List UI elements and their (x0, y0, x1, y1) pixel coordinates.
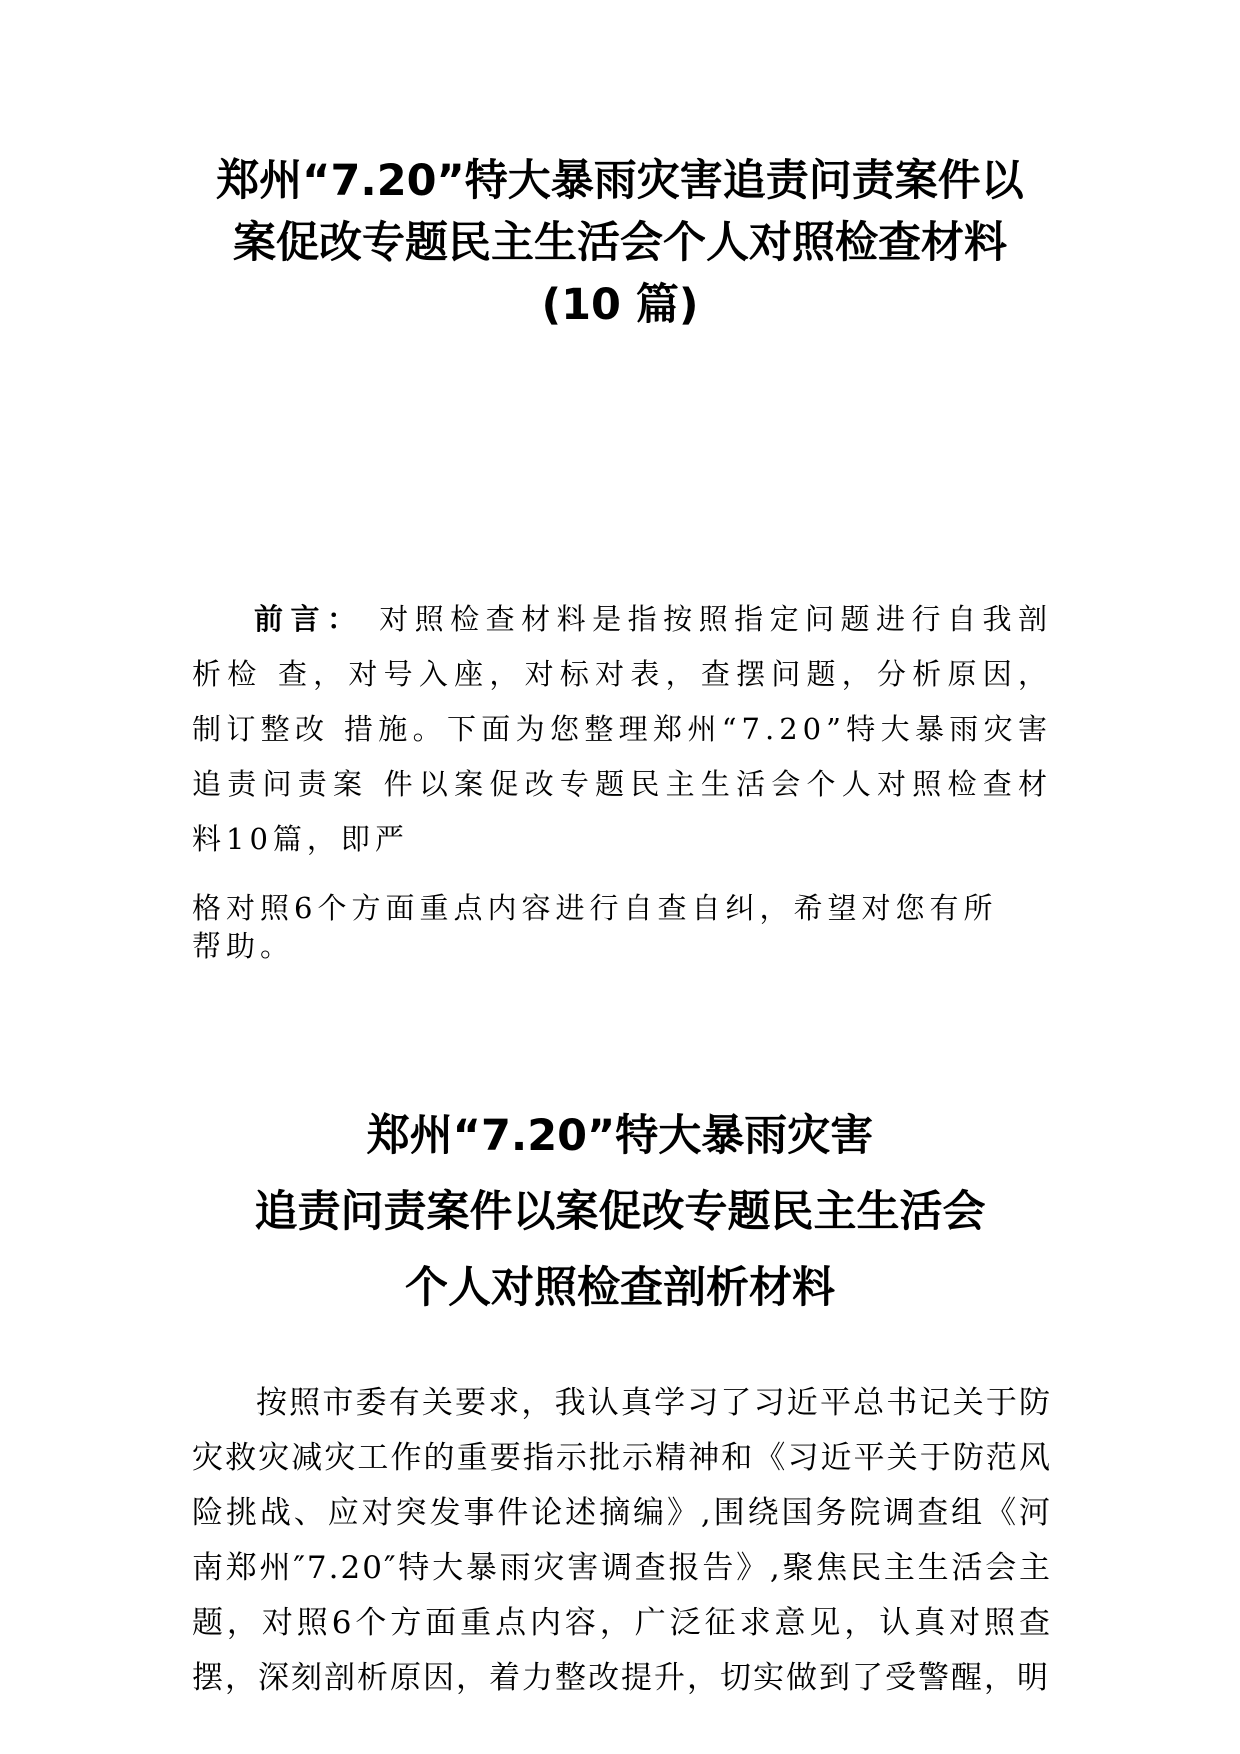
document-title-line-1: 郑州“7.20”特大暴雨灾害追责问责案件以 (216, 156, 1024, 206)
preface-label: 前言： (254, 602, 364, 636)
section-title (150, 1098, 1090, 1326)
section-title-line-1: 郑州“7.20”特大暴雨灾害 (366, 1111, 874, 1161)
preface-continuation: 格对照6个方面重点内容进行自查自纠，希望对您有所帮助。 (192, 891, 998, 963)
preface-paragraph (192, 592, 1052, 867)
section-title-line-2: 追责问责案件以案促改专题民主生活会 (254, 1187, 986, 1237)
preface-text: 对照检查材料是指按照指定问题进行自我剖析检 查，对号入座，对标对表，查摆问题，分析原因，制订整改 措施。下面为您整理郑州“7.20”特大暴雨灾害追责问责案 件以案促改专题民主生活会个人对照检查材料10篇，即严 (192, 602, 1052, 856)
preface (192, 592, 1052, 965)
document-title-line-3: (10 篇) (541, 280, 699, 330)
document-title-line-2: 案促改专题民主生活会个人对照检查材料 (233, 218, 1007, 268)
body-paragraph: 按照市委有关要求，我认真学习了习近平总书记关于防灾救灾减灾工作的重要指示批示精神和《习近平关于防范风险挑战、应对突发事件论述摘编》,围绕国务院调查组《河南郑州″7.20″特大暴雨灾害调查报告》,聚焦民主生活会主题，对照6个方面重点内容，广泛征求意见，认真对照查 摆，深刻剖析原因，着力整改提升，切实做到了受警醒，明 (192, 1385, 1052, 1696)
document-title (150, 150, 1090, 336)
section-title-line-3: 个人对照检查剖析材料 (405, 1263, 835, 1313)
